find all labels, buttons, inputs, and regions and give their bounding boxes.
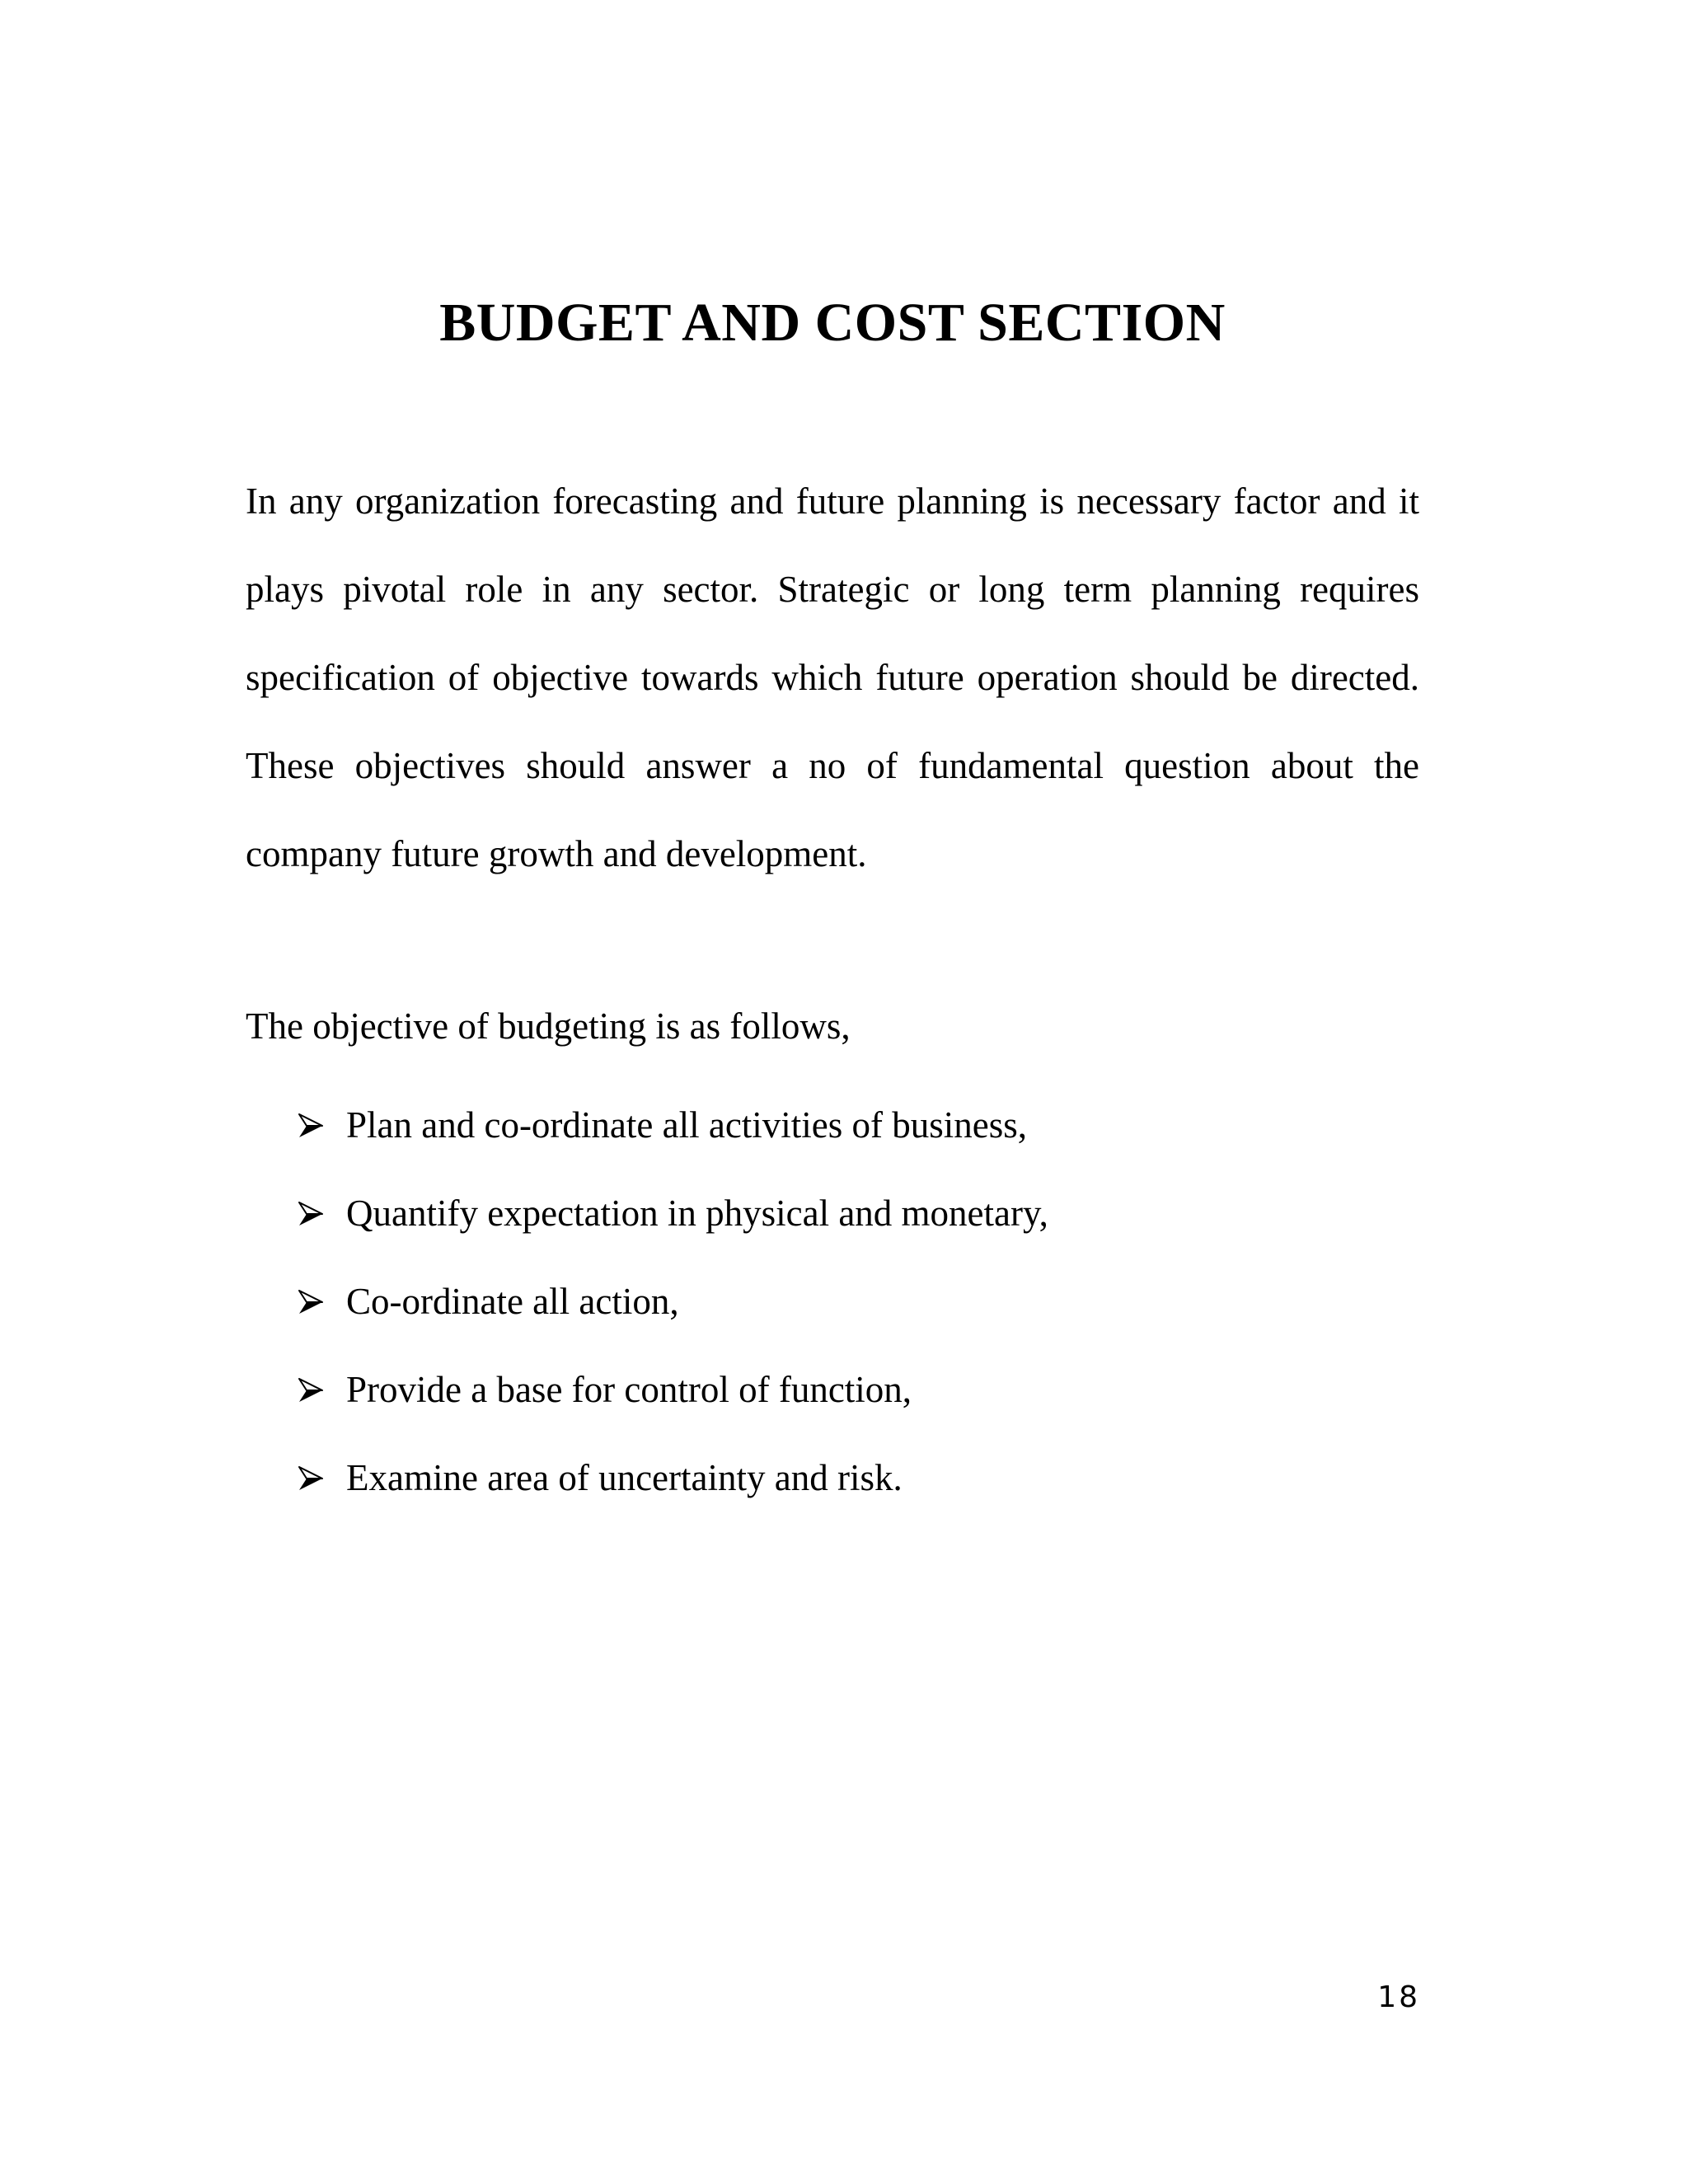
page-title: BUDGET AND COST SECTION [439,293,1226,353]
arrow-bullet-icon [297,1200,325,1228]
list-item [297,1258,1048,1346]
list-item [297,1346,1048,1434]
objectives-list [297,1081,1048,1522]
paragraph-line: In any organization forecasting and future planning is necessary factor and it [246,480,1419,522]
list-item-text: Provide a base for control of function, [346,1369,912,1410]
paragraph-line: plays pivotal role in any sector. Strategic or long term planning requires [246,569,1419,610]
list-item-text: Plan and co-ordinate all activities of business, [346,1104,1028,1146]
list-item [297,1169,1048,1258]
list-item [297,1081,1048,1169]
arrow-bullet-icon [297,1465,325,1493]
list-item-text: Co-ordinate all action, [346,1281,679,1322]
paragraph-line: These objectives should answer a no of fundamental question about the [246,745,1419,786]
arrow-bullet-icon [297,1288,325,1316]
paragraph-line: company future growth and development. [246,833,867,874]
list-item [297,1434,1048,1522]
arrow-bullet-icon [297,1112,325,1140]
list-item-text: Examine area of uncertainty and risk. [346,1457,903,1498]
page-number: 18 [1377,1980,1420,2014]
arrow-bullet-icon [297,1376,325,1404]
list-item-text: Quantify expectation in physical and monetary, [346,1193,1048,1234]
body-paragraph [246,457,1419,898]
paragraph-line: specification of objective towards which future operation should be directed. [246,657,1419,698]
list-intro: The objective of budgeting is as follows, [246,1005,851,1047]
